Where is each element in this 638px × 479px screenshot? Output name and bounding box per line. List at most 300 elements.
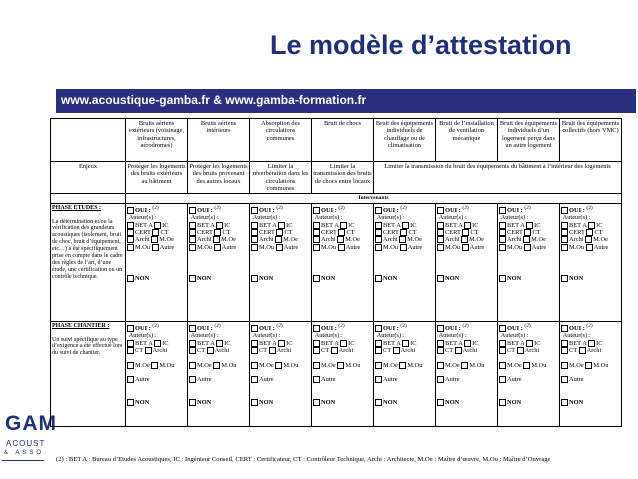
mou-checkbox[interactable] [313,244,320,251]
autre-checkbox[interactable] [276,244,283,251]
autre-checkbox[interactable] [524,244,531,251]
bet-a-checkbox[interactable] [189,340,196,347]
note-marker: (2) [152,322,159,329]
moe-checkbox[interactable] [399,236,406,243]
note-marker: (2) [400,322,407,329]
archi-checkbox[interactable] [127,236,134,243]
ic-checkbox[interactable] [154,340,161,347]
mou-label: M.Ou [407,362,423,370]
mou-checkbox[interactable] [127,244,134,251]
oui-label: OUI : [569,206,585,214]
moe-checkbox[interactable] [585,236,592,243]
mou-label: M.Ou [469,362,485,370]
archi-label: Archi [383,236,398,244]
note-marker: (2) [338,204,345,211]
archi-checkbox[interactable] [269,347,276,354]
mou-label: M.Ou [197,243,213,251]
ct-label: CT [197,346,206,354]
oui-label: OUI : [135,206,151,214]
auteurs-label: Auteur(s) : [438,214,467,222]
archi-checkbox[interactable] [313,236,320,243]
ic-label: IC [162,221,169,229]
archi-label: Archi [462,346,478,354]
oui-checkbox[interactable] [561,207,568,214]
logo-sub2-text: & ASSO [4,450,45,456]
ct-label: CT [259,346,268,354]
autre-checkbox[interactable] [499,376,506,383]
ct-label: CT [160,228,169,236]
mou-label: M.Ou [345,362,361,370]
auteurs-label: Auteur(s) : [128,214,157,222]
ct-checkbox[interactable] [462,229,469,236]
ct-label: CT [408,228,417,236]
oui-checkbox[interactable] [375,325,382,332]
non-checkbox[interactable] [251,399,258,406]
ic-checkbox[interactable] [526,340,533,347]
autre-label: Autre [159,243,175,251]
ic-label: IC [224,221,231,229]
oui-checkbox[interactable] [251,207,258,214]
oui-checkbox[interactable] [561,325,568,332]
oui-checkbox[interactable] [499,207,506,214]
non-checkbox[interactable] [127,399,134,406]
moe-checkbox[interactable] [213,236,220,243]
bet-a-label: BET A [445,339,463,347]
chantier-cell [374,321,436,426]
non-checkbox[interactable] [127,275,134,282]
mou-checkbox[interactable] [437,244,444,251]
note-marker: (2) [462,322,469,329]
mou-checkbox[interactable] [251,244,258,251]
enjeu-cell: Limiter la réverbération dans les circulations communes [250,162,312,194]
autre-label: Autre [221,243,237,251]
archi-checkbox[interactable] [189,236,196,243]
enjeux-label: Enjeux [51,162,126,194]
chantier-cell [560,321,622,426]
mou-label: M.Ou [221,362,237,370]
ic-checkbox[interactable] [402,340,409,347]
non-checkbox[interactable] [437,275,444,282]
ct-checkbox[interactable] [127,347,134,354]
autre-checkbox[interactable] [152,244,159,251]
note-marker: (2) [214,322,221,329]
auteurs-label: Auteur(s) : [190,214,219,222]
archi-label: Archi [135,236,150,244]
ct-checkbox[interactable] [189,347,196,354]
bet-a-checkbox[interactable] [313,222,320,229]
moe-checkbox[interactable] [499,362,506,369]
etudes-cell [560,203,622,321]
mou-label: M.Ou [283,362,299,370]
non-checkbox[interactable] [561,275,568,282]
non-label: NON [383,275,398,283]
cert-checkbox[interactable] [437,229,444,236]
bet-a-label: BET A [569,339,587,347]
oui-label: OUI : [135,324,151,332]
mou-checkbox[interactable] [213,362,220,369]
enjeu-cell: Limiter la transmission du bruit des équipements du bâtiment à l’intérieur des logements [374,162,622,194]
mou-checkbox[interactable] [399,362,406,369]
enjeu-cell: Limiter la transmission des bruits de chocs entre locaux [312,162,374,194]
oui-label: OUI : [321,206,337,214]
ic-checkbox[interactable] [216,340,223,347]
ic-checkbox[interactable] [588,340,595,347]
mou-checkbox[interactable] [275,362,282,369]
ic-label: IC [410,339,417,347]
moe-checkbox[interactable] [375,362,382,369]
non-label: NON [445,399,460,407]
autre-label: Autre [383,375,398,383]
ic-checkbox[interactable] [154,222,161,229]
moe-label: M.Oe [531,236,546,244]
enjeu-cell: Protéger les logements des bruits provenant des autres locaux [188,162,250,194]
archi-label: Archi [338,346,354,354]
autre-label: Autre [321,375,336,383]
ic-label: IC [472,339,479,347]
col-header: Bruit de l’installation de ventilation mécanique [436,119,498,162]
phase-etudes-label [51,203,126,321]
etudes-cell [436,203,498,321]
ic-checkbox[interactable] [340,340,347,347]
bet-a-checkbox[interactable] [561,222,568,229]
non-label: NON [569,275,584,283]
non-checkbox[interactable] [499,399,506,406]
ic-checkbox[interactable] [216,222,223,229]
cert-checkbox[interactable] [251,229,258,236]
bet-a-checkbox[interactable] [499,222,506,229]
non-label: NON [507,275,522,283]
auteurs-label: Auteur(s) : [376,332,405,340]
ct-checkbox[interactable] [400,229,407,236]
autre-checkbox[interactable] [375,376,382,383]
ic-checkbox[interactable] [588,222,595,229]
autre-label: Autre [283,243,299,251]
autre-checkbox[interactable] [586,244,593,251]
note-marker: (2) [338,322,345,329]
cert-checkbox[interactable] [499,229,506,236]
note-marker: (2) [524,204,531,211]
ct-checkbox[interactable] [152,229,159,236]
intervenants-blank [51,194,126,203]
mou-checkbox[interactable] [337,362,344,369]
moe-label: M.Oe [135,362,150,370]
oui-checkbox[interactable] [127,207,134,214]
intervenants-label: Intervenants [126,194,622,203]
bet-a-checkbox[interactable] [375,222,382,229]
ct-label: CT [284,228,293,236]
archi-checkbox[interactable] [251,236,258,243]
ic-checkbox[interactable] [464,340,471,347]
moe-label: M.Oe [259,362,274,370]
bet-a-checkbox[interactable] [499,340,506,347]
ic-label: IC [348,339,355,347]
non-checkbox[interactable] [251,275,258,282]
mou-checkbox[interactable] [189,244,196,251]
oui-label: OUI : [383,324,399,332]
ic-label: IC [472,221,479,229]
mou-label: M.Ou [507,243,523,251]
note-marker: (2) [400,204,407,211]
autre-label: Autre [469,243,485,251]
ct-checkbox[interactable] [586,229,593,236]
moe-checkbox[interactable] [313,362,320,369]
mou-label: M.Ou [569,243,585,251]
col-header: Bruit des équipements individuels de chauffage ou de climatisation [374,119,436,162]
ct-checkbox[interactable] [524,229,531,236]
non-checkbox[interactable] [375,275,382,282]
autre-checkbox[interactable] [189,376,196,383]
ct-label: CT [222,228,231,236]
etudes-cell [188,203,250,321]
oui-checkbox[interactable] [189,325,196,332]
archi-checkbox[interactable] [579,347,586,354]
ct-checkbox[interactable] [313,347,320,354]
ct-checkbox[interactable] [561,347,568,354]
bet-a-checkbox[interactable] [437,340,444,347]
etudes-cell [374,203,436,321]
ic-checkbox[interactable] [278,340,285,347]
archi-checkbox[interactable] [499,236,506,243]
moe-checkbox[interactable] [461,236,468,243]
bet-a-checkbox[interactable] [127,222,134,229]
non-checkbox[interactable] [189,275,196,282]
non-checkbox[interactable] [499,275,506,282]
autre-checkbox[interactable] [561,376,568,383]
archi-label: Archi [400,346,416,354]
autre-checkbox[interactable] [214,244,221,251]
non-checkbox[interactable] [437,399,444,406]
non-checkbox[interactable] [313,275,320,282]
ct-checkbox[interactable] [214,229,221,236]
moe-checkbox[interactable] [275,236,282,243]
non-label: NON [259,399,274,407]
archi-checkbox[interactable] [207,347,214,354]
ct-label: CT [445,346,454,354]
bet-a-checkbox[interactable] [251,340,258,347]
cert-checkbox[interactable] [127,229,134,236]
intervenants-row [51,194,622,203]
autre-checkbox[interactable] [338,244,345,251]
oui-checkbox[interactable] [437,207,444,214]
moe-checkbox[interactable] [337,236,344,243]
autre-label: Autre [507,375,522,383]
cert-label: CERT [569,228,585,236]
auteurs-label: Auteur(s) : [500,214,529,222]
mou-checkbox[interactable] [523,362,530,369]
autre-checkbox[interactable] [462,244,469,251]
archi-checkbox[interactable] [437,236,444,243]
phase-chantier-label [51,321,126,426]
moe-label: M.Oe [445,362,460,370]
ic-checkbox[interactable] [278,222,285,229]
oui-label: OUI : [445,324,461,332]
col-header: Bruit des équipements collectifs (hors VMC) [560,119,622,162]
oui-checkbox[interactable] [127,325,134,332]
non-checkbox[interactable] [313,399,320,406]
mou-checkbox[interactable] [499,244,506,251]
ct-label: CT [321,346,330,354]
bet-a-label: BET A [135,221,153,229]
bet-a-label: BET A [197,221,215,229]
archi-label: Archi [524,346,540,354]
ct-checkbox[interactable] [276,229,283,236]
url-text: www.acoustique-gamba.fr & www.gamba-formation.fr [61,93,367,107]
non-label: NON [321,275,336,283]
bet-a-label: BET A [197,339,215,347]
oui-checkbox[interactable] [499,325,506,332]
mou-checkbox[interactable] [561,244,568,251]
chantier-cell [188,321,250,426]
phase-chantier-row [51,321,622,426]
note-marker: (2) [276,204,283,211]
non-label: NON [135,399,150,407]
bet-a-label: BET A [321,221,339,229]
attestation-table [50,118,622,427]
archi-checkbox[interactable] [375,236,382,243]
oui-label: OUI : [259,206,275,214]
archi-label: Archi [569,236,584,244]
slide-title: Le modèle d’attestation [270,30,572,60]
archi-checkbox[interactable] [561,236,568,243]
cert-checkbox[interactable] [313,229,320,236]
autre-checkbox[interactable] [400,244,407,251]
mou-checkbox[interactable] [151,362,158,369]
mou-label: M.Ou [259,243,275,251]
ct-checkbox[interactable] [338,229,345,236]
auteurs-label: Auteur(s) : [190,332,219,340]
ic-label: IC [224,339,231,347]
ct-checkbox[interactable] [499,347,506,354]
bet-a-checkbox[interactable] [375,340,382,347]
ct-checkbox[interactable] [437,347,444,354]
ic-checkbox[interactable] [340,222,347,229]
moe-checkbox[interactable] [127,362,134,369]
moe-checkbox[interactable] [523,236,530,243]
oui-checkbox[interactable] [313,207,320,214]
oui-label: OUI : [569,324,585,332]
autre-label: Autre [445,375,460,383]
bet-a-checkbox[interactable] [313,340,320,347]
phase-chantier-text: Un suivi spécifique au type d’exigence a été effectué lors du suivi de chantier. [52,336,123,357]
auteurs-label: Auteur(s) : [438,332,467,340]
ct-label: CT [383,346,392,354]
moe-checkbox[interactable] [189,362,196,369]
ic-label: IC [596,221,603,229]
oui-checkbox[interactable] [251,325,258,332]
bet-a-checkbox[interactable] [251,222,258,229]
mou-label: M.Ou [531,362,547,370]
non-label: NON [197,275,212,283]
oui-checkbox[interactable] [437,325,444,332]
moe-checkbox[interactable] [251,362,258,369]
non-label: NON [321,399,336,407]
cert-label: CERT [321,228,337,236]
bet-a-label: BET A [259,339,277,347]
phase-etudes-title: PHASE ÉTUDES : [52,204,102,211]
archi-label: Archi [276,346,292,354]
ic-checkbox[interactable] [464,222,471,229]
ic-label: IC [286,221,293,229]
autre-label: Autre [593,243,609,251]
chantier-cell [126,321,188,426]
archi-checkbox[interactable] [145,347,152,354]
mou-label: M.Ou [159,362,175,370]
autre-checkbox[interactable] [437,376,444,383]
non-label: NON [445,275,460,283]
cert-label: CERT [197,228,213,236]
cert-checkbox[interactable] [189,229,196,236]
ic-label: IC [348,221,355,229]
moe-checkbox[interactable] [437,362,444,369]
note-marker: (2) [586,204,593,211]
non-label: NON [197,399,212,407]
cert-checkbox[interactable] [375,229,382,236]
ic-checkbox[interactable] [402,222,409,229]
moe-checkbox[interactable] [151,236,158,243]
auteurs-label: Auteur(s) : [128,332,157,340]
mou-checkbox[interactable] [375,244,382,251]
bet-a-checkbox[interactable] [561,340,568,347]
archi-checkbox[interactable] [393,347,400,354]
oui-checkbox[interactable] [189,207,196,214]
bet-a-checkbox[interactable] [127,340,134,347]
footnote: (2) : BET A : Bureau d’Etudes Acoustiques, IC : Ingénieur Conseil, CERT : Certificateur, CT : Contrôleur Technique, Archi : Architecte, M.Oe : Maître d’œuvre, M.Ou : Maître d’Ouvrage [56,456,551,463]
moe-label: M.Oe [383,362,398,370]
non-checkbox[interactable] [189,399,196,406]
mou-label: M.Ou [445,243,461,251]
non-checkbox[interactable] [375,399,382,406]
corner-cell [51,119,126,162]
autre-checkbox[interactable] [251,376,258,383]
moe-checkbox[interactable] [561,362,568,369]
autre-checkbox[interactable] [127,376,134,383]
phase-etudes-text: La détermination et/ou la vérification des grandeurs acoustiques (isolement, bruit de choc, bruit d’équipement, etc…) a été spécifiquement prise en compte dans le cadre des règles de l’art, d’une étude, une certification ou un contrôle technique. [52,218,123,280]
auteurs-label: Auteur(s) : [562,214,591,222]
autre-label: Autre [531,243,547,251]
col-header: Bruits aériens extérieurs (voisinage, infrastructures, aérodromes) [126,119,188,162]
col-header: Bruits aériens intérieurs [188,119,250,162]
gamba-logo [0,404,57,479]
mou-checkbox[interactable] [585,362,592,369]
ic-checkbox[interactable] [526,222,533,229]
cert-checkbox[interactable] [561,229,568,236]
bet-a-label: BET A [383,221,401,229]
note-marker: (2) [152,204,159,211]
header-row [51,119,622,162]
archi-checkbox[interactable] [455,347,462,354]
enjeu-cell: Protéger les logements des bruits extérieurs au bâtiment [126,162,188,194]
logo-divider [2,460,44,461]
cert-label: CERT [445,228,461,236]
cert-label: CERT [507,228,523,236]
archi-checkbox[interactable] [331,347,338,354]
oui-checkbox[interactable] [313,325,320,332]
archi-label: Archi [321,236,336,244]
oui-checkbox[interactable] [375,207,382,214]
bet-a-checkbox[interactable] [437,222,444,229]
ic-label: IC [534,221,541,229]
bet-a-checkbox[interactable] [189,222,196,229]
archi-checkbox[interactable] [517,347,524,354]
auteurs-label: Auteur(s) : [562,332,591,340]
non-checkbox[interactable] [561,399,568,406]
autre-checkbox[interactable] [313,376,320,383]
mou-checkbox[interactable] [461,362,468,369]
ct-checkbox[interactable] [375,347,382,354]
col-header: Absorption des circulations communes [250,119,312,162]
ct-checkbox[interactable] [251,347,258,354]
moe-label: M.Oe [407,236,422,244]
